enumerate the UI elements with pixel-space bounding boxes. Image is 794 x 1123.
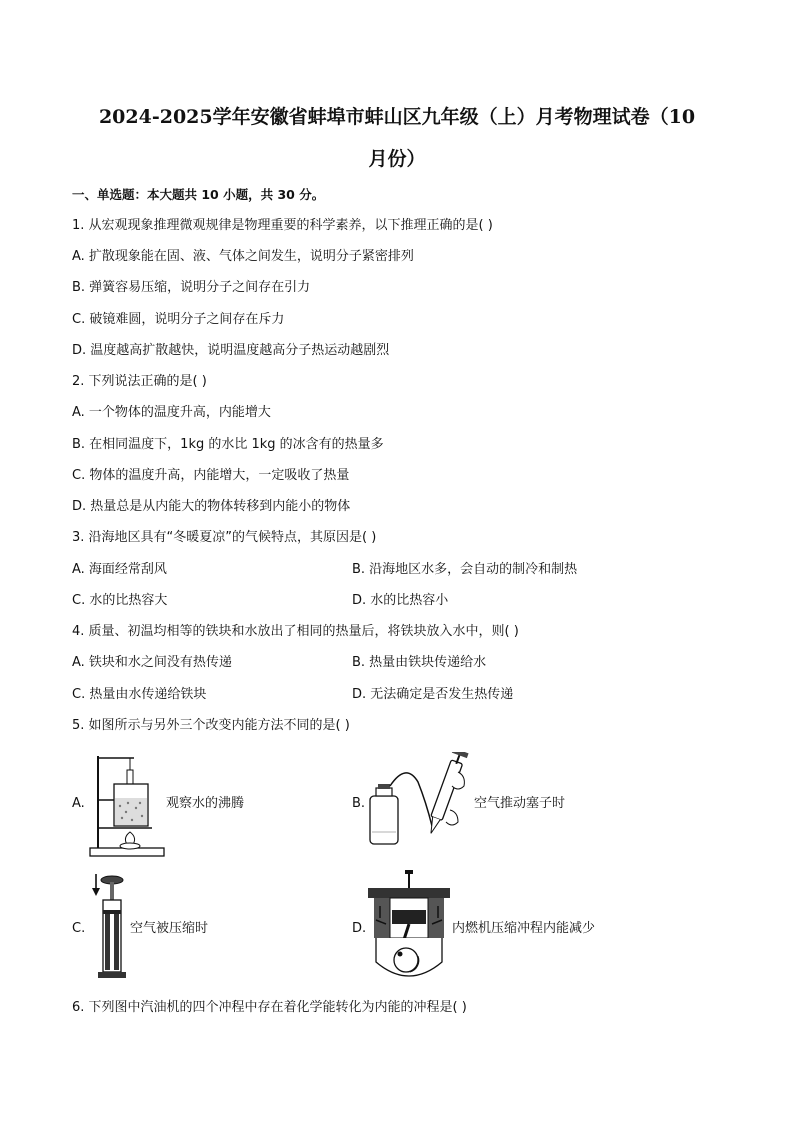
question-6-stem: 6. 下列图中汽油机的四个冲程中存在着化学能转化为内能的冲程是( ) [72,1000,467,1015]
question-2-stem: 2. 下列说法正确的是( ) [72,374,207,389]
question-5-option-d-caption: 内燃机压缩冲程内能减少 [452,921,596,936]
question-4-option-b: B. 热量由铁块传递给水 [352,655,487,670]
exam-title-line2: 月份） [368,148,426,170]
section-heading: 一、单选题：本大题共 10 小题，共 30 分。 [72,187,325,202]
question-5-option-c-letter: C. [72,921,86,936]
air-compression-cylinder-figure [88,872,128,982]
question-4-option-d: D. 无法确定是否发生热传递 [352,687,514,702]
air-pump-bottle-figure [366,752,474,850]
question-3-option-b: B. 沿海地区水多，会自动的制冷和制热 [352,562,578,577]
exam-title-line1: 2024-2025学年安徽省蚌埠市蚌山区九年级（上）月考物理试卷（10 [98,106,696,128]
question-5-option-c-caption: 空气被压缩时 [130,921,209,936]
question-5-option-a-caption: 观察水的沸腾 [166,796,245,811]
question-1-option-c: C. 破镜难圆，说明分子之间存在斥力 [72,312,285,327]
question-3-option-a: A. 海面经常刮风 [72,562,167,577]
question-4-option-a: A. 铁块和水之间没有热传递 [72,655,232,670]
question-5-option-a-letter: A. [72,796,85,811]
boiling-water-apparatus-figure [86,748,166,860]
question-1-stem: 1. 从宏观现象推理微观规律是物理重要的科学素养，以下推理正确的是( ) [72,218,493,233]
question-2-option-a: A. 一个物体的温度升高，内能增大 [72,405,271,420]
question-5-option-d-letter: D. [352,921,367,936]
boiling-water-apparatus-icon [86,748,166,860]
question-2-option-c: C. 物体的温度升高，内能增大，一定吸收了热量 [72,468,350,483]
question-5-option-b-letter: B. [352,796,366,811]
air-compression-cylinder-icon [88,872,128,982]
question-1-option-d: D. 温度越高扩散越快，说明温度越高分子热运动越剧烈 [72,343,390,358]
question-1-option-b: B. 弹簧容易压缩，说明分子之间存在引力 [72,280,311,295]
question-1-option-a: A. 扩散现象能在固、液、气体之间发生，说明分子紧密排列 [72,249,414,264]
question-4-option-c: C. 热量由水传递给铁块 [72,687,207,702]
engine-compression-stroke-figure [366,866,452,984]
question-2-option-b: B. 在相同温度下，1kg 的水比 1kg 的冰含有的热量多 [72,437,384,452]
question-3-option-c: C. 水的比热容大 [72,593,168,608]
question-5-option-b-caption: 空气推动塞子时 [474,796,566,811]
engine-compression-stroke-icon [366,866,452,984]
question-5-stem: 5. 如图所示与另外三个改变内能方法不同的是( ) [72,718,350,733]
question-4-stem: 4. 质量、初温均相等的铁块和水放出了相同的热量后，将铁块放入水中，则( ) [72,624,519,639]
question-3-option-d: D. 水的比热容小 [352,593,449,608]
question-2-option-d: D. 热量总是从内能大的物体转移到内能小的物体 [72,499,351,514]
air-pump-bottle-icon [366,752,474,850]
question-3-stem: 3. 沿海地区具有“冬暖夏凉”的气候特点，其原因是( ) [72,530,377,545]
